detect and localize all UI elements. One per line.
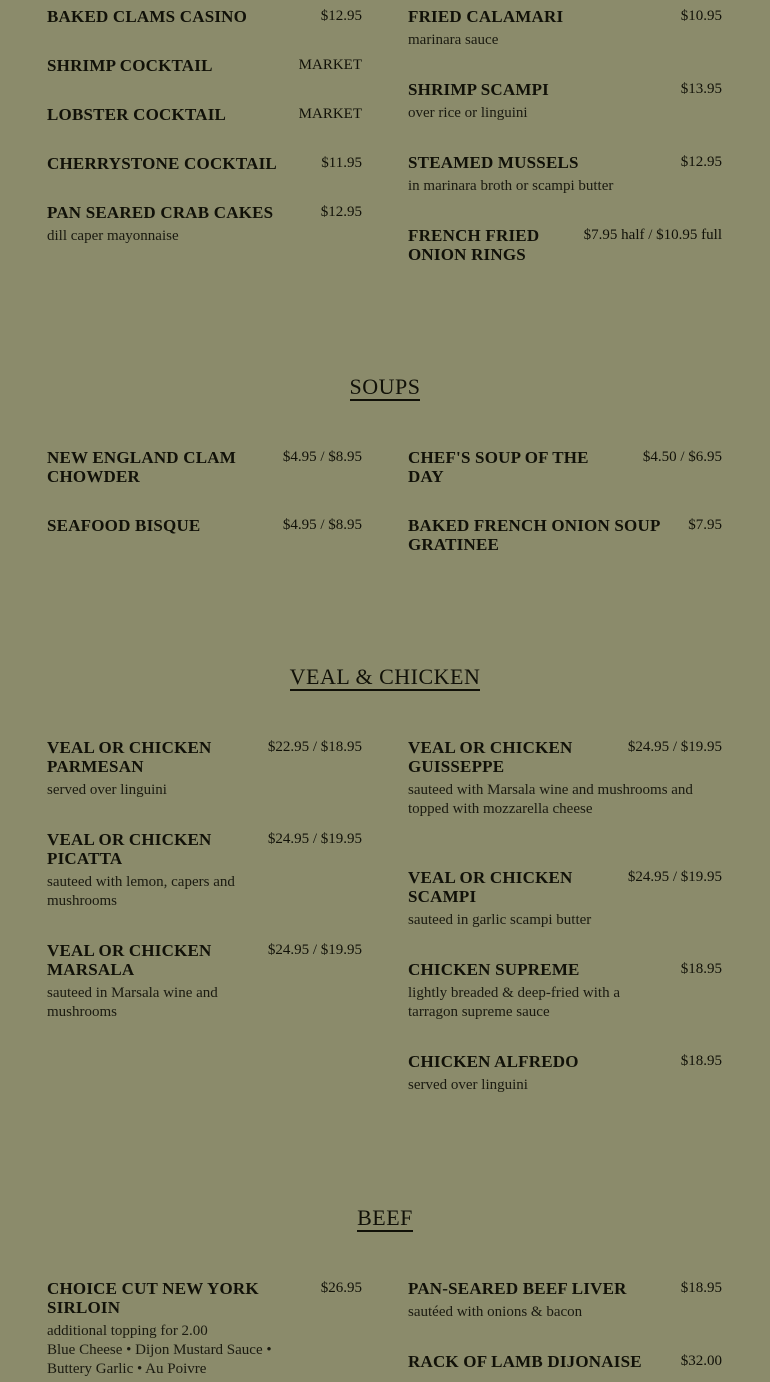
item-name: NEW ENGLAND CLAM CHOWDER: [47, 448, 236, 486]
item-name: FRIED CALAMARI: [408, 7, 564, 26]
section-title-soups: SOUPS: [349, 374, 421, 399]
item-name: VEAL OR CHICKEN MARSALA: [47, 941, 212, 979]
menu-item: [47, 105, 362, 145]
menu-item: [408, 516, 722, 561]
menu-item: [408, 80, 722, 125]
item-price: $4.95 / $8.95: [282, 449, 362, 465]
menu-item: [47, 448, 362, 493]
item-price: $12.95: [680, 154, 722, 170]
item-name: STEAMED MUSSELS: [408, 153, 579, 172]
menu-item: [408, 1052, 722, 1102]
item-name: VEAL OR CHICKEN SCAMPI: [408, 868, 573, 906]
menu-item: [408, 868, 722, 938]
item-name: FRENCH FRIED ONION RINGS: [408, 226, 540, 264]
menu-item: [47, 56, 362, 96]
item-description: additional topping for 2.00: [47, 1323, 208, 1339]
item-description: marinara sauce: [408, 32, 499, 48]
item-price: $12.95: [320, 8, 362, 24]
item-price: $12.95: [320, 204, 362, 220]
item-description: sauteed in garlic scampi butter: [408, 912, 592, 928]
menu-item: [47, 516, 362, 561]
item-name: CHOICE CUT NEW YORK SIRLOIN: [47, 1279, 259, 1317]
item-name: VEAL OR CHICKEN PICATTA: [47, 830, 212, 868]
section-title-beef: BEEF: [357, 1205, 413, 1230]
item-description: served over linguini: [408, 1077, 528, 1093]
item-name: LOBSTER COCKTAIL: [47, 105, 227, 124]
menu-item: [408, 7, 722, 52]
menu-item: [47, 203, 362, 248]
item-topping-options: Blue Cheese • Dijon Mustard Sauce • Buttery Garlic • Au Poivre: [47, 1342, 272, 1377]
item-description: sauteed in Marsala wine and mushrooms: [47, 985, 218, 1020]
item-name: VEAL OR CHICKEN PARMESAN: [47, 738, 212, 776]
section-title-veal-chicken: VEAL & CHICKEN: [289, 664, 481, 689]
menu-item: [408, 153, 722, 198]
menu-item: [408, 448, 722, 493]
item-price: $7.95 half / $10.95 full: [583, 227, 722, 243]
item-description: served over linguini: [47, 782, 167, 798]
item-price: $7.95: [688, 517, 722, 533]
menu-item: [408, 1279, 722, 1329]
menu-item: [408, 960, 722, 1030]
item-name: RACK OF LAMB DIJONAISE: [408, 1352, 642, 1371]
item-name: PAN-SEARED BEEF LIVER: [408, 1279, 627, 1298]
menu-item: [408, 738, 722, 843]
menu-item: [47, 154, 362, 194]
item-price: $4.95 / $8.95: [282, 517, 362, 533]
item-price: $18.95: [680, 961, 722, 977]
item-name: SHRIMP COCKTAIL: [47, 56, 213, 75]
item-description: in marinara broth or scampi butter: [408, 178, 614, 194]
item-name: BAKED CLAMS CASINO: [47, 7, 248, 26]
item-price: $32.00: [680, 1353, 722, 1369]
menu-item: [408, 1352, 722, 1382]
item-price: MARKET: [298, 57, 362, 73]
menu-item: [47, 738, 362, 808]
item-name: CHERRYSTONE COCKTAIL: [47, 154, 277, 173]
item-name: CHEF'S SOUP OF THE DAY: [408, 448, 589, 486]
item-price: $10.95: [680, 8, 722, 24]
item-price: $24.95 / $19.95: [627, 739, 722, 755]
menu-item: [47, 941, 362, 1026]
item-name: VEAL OR CHICKEN GUISSEPPE: [408, 738, 573, 776]
item-description: sauteed with lemon, capers and mushrooms: [47, 874, 235, 909]
menu-item: [47, 1279, 362, 1379]
item-name: SEAFOOD BISQUE: [47, 516, 201, 535]
item-price: $18.95: [680, 1053, 722, 1069]
item-description: over rice or linguini: [408, 105, 528, 121]
item-name: BAKED FRENCH ONION SOUP GRATINEE: [408, 516, 660, 554]
item-price: $18.95: [680, 1280, 722, 1296]
item-price: $24.95 / $19.95: [267, 942, 362, 958]
item-description: lightly breaded & deep-fried with a tarragon supreme sauce: [408, 985, 621, 1020]
menu-item: [47, 830, 362, 915]
item-price: $4.50 / $6.95: [642, 449, 722, 465]
item-price: $13.95: [680, 81, 722, 97]
item-price: $22.95 / $18.95: [267, 739, 362, 755]
item-price: $24.95 / $19.95: [627, 869, 722, 885]
menu-item: [408, 226, 722, 271]
item-price: $24.95 / $19.95: [267, 831, 362, 847]
item-name: CHICKEN SUPREME: [408, 960, 580, 979]
item-price: MARKET: [298, 106, 362, 122]
item-description: dill caper mayonnaise: [47, 228, 179, 244]
item-name: PAN SEARED CRAB CAKES: [47, 203, 274, 222]
item-description: sauteed with Marsala wine and mushrooms and topped with mozzarella cheese: [408, 782, 693, 817]
item-price: $26.95: [320, 1280, 362, 1296]
item-name: CHICKEN ALFREDO: [408, 1052, 579, 1071]
item-description: sautéed with onions & bacon: [408, 1304, 583, 1320]
menu-item: [47, 7, 362, 47]
item-price: $11.95: [321, 155, 362, 171]
item-name: SHRIMP SCAMPI: [408, 80, 549, 99]
